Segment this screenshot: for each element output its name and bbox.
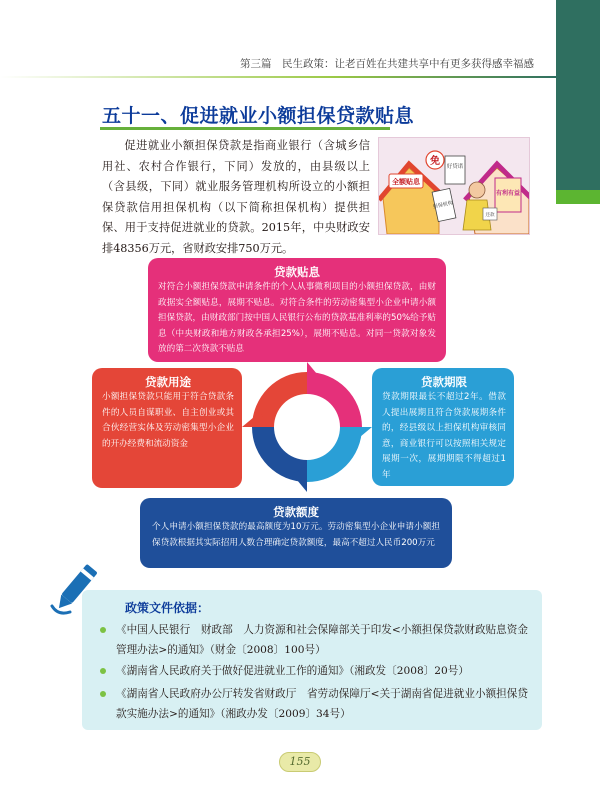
usage-body: 小额担保贷款只能用于符合贷款条件的人员自谋职业、自主创业或其合伙经营实体及劳动密集型小企业的开办经费和流动资金	[102, 392, 234, 449]
bullet-dot	[100, 627, 106, 633]
policy-ref-text: 《湖南省人民政府办公厅转发省财政厅 省劳动保障厅<关于湖南省促进就业小额担保贷款实施办法>的通知》（湘政办发〔2009〕34号）	[116, 688, 528, 720]
running-head-rule	[0, 76, 556, 78]
sign-free-text: 免	[430, 156, 440, 167]
sign-agency-text: 担保机构	[432, 200, 454, 211]
section-title: 五十一、促进就业小额担保贷款贴息	[102, 105, 415, 127]
bullet-dot	[100, 668, 106, 674]
side-tab-light	[556, 190, 600, 204]
amount-box	[140, 498, 452, 568]
subsidy-box	[148, 258, 446, 362]
policy-title: 政策文件依据：	[125, 601, 210, 615]
policy-ref-text: 《中国人民银行 财政部 人力资源和社会保障部关于印发<小额担保贷款财政贴息资金管理办法>的通知》（财金〔2008〕100号）	[116, 624, 528, 656]
bullet-dot	[100, 691, 106, 697]
cartoon-drawing	[379, 138, 530, 235]
policy-ref-text: 《湖南省人民政府关于做好促进就业工作的通知》（湘政发〔2008〕20号）	[116, 665, 469, 677]
term-body: 贷款期限最长不超过2年。借款人提出展期且符合贷款展期条件的，经县级以上担保机构审核同意，商业银行可以按照相关规定展期一次，展期期限不得超过1年	[382, 392, 506, 480]
page-number: 155	[279, 752, 321, 772]
side-tab-dark	[556, 0, 600, 190]
running-head	[0, 52, 556, 76]
term-box	[372, 368, 514, 486]
sign-good-loan	[445, 156, 465, 184]
policy-ref-2	[100, 661, 528, 681]
intro-paragraph: 促进就业小额担保贷款是指商业银行（含城乡信用社、农村合作银行，下同）发放的，由县级以上（含县级，下同）就业服务管理机构所设立的小额担保贷款信用担保机构（以下简称担保机构）提供担保、用于支持促进就业的贷款。2015年，中央财政安排48356万元，省财政安排750万元。	[102, 139, 370, 255]
sign-subsidy-text: 全额贴息	[392, 178, 420, 186]
subsidy-title: 贷款贴息	[274, 265, 320, 279]
running-head-text: 第三篇 民生政策：让老百姓在共建共享中有更多获得感幸福感	[240, 58, 534, 70]
sign-repay-text: 还款	[485, 213, 495, 218]
amount-title: 贷款额度	[273, 505, 319, 519]
pencil-icon	[46, 560, 104, 618]
sign-good-loan-text: 好贷诺	[446, 164, 464, 170]
policy-ref-1	[100, 620, 528, 660]
cycle-diagram	[232, 360, 382, 494]
title-underline	[100, 127, 390, 130]
usage-title: 贷款用途	[145, 375, 191, 389]
usage-box	[92, 368, 242, 488]
policy-ref-3	[100, 684, 528, 724]
amount-body: 个人申请小额担保贷款的最高额度为10万元。劳动密集型小企业申请小额担保贷款根据其实际招用人数合理确定贷款额度，最高不超过人民币200万元	[152, 522, 440, 548]
term-title: 贷款期限	[421, 375, 467, 389]
illustration-cartoon	[378, 137, 530, 235]
sign-beneficial-text: 有利有益	[495, 190, 521, 197]
subsidy-body: 对符合小额担保贷款申请条件的个人从事微利项目的小额担保贷款，由财政据实全额贴息，展期不贴息。对符合条件的劳动密集型小企业申请小额担保贷款，由财政部门按中国人民银行公布的贷款基准利率的50%给予贴息（中央财政和地方财政各承担25%），展期不贴息。对同一贷款对象发放的第二次贷款不贴息	[158, 282, 436, 354]
